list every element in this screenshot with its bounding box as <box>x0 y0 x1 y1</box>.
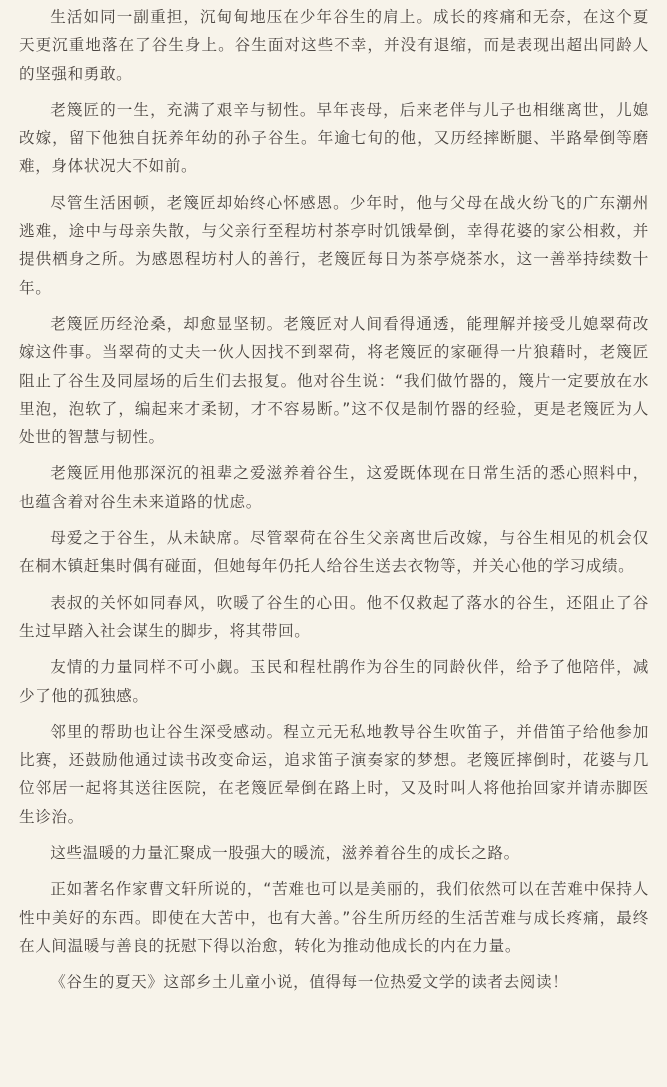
paragraph-11: 正如著名作家曹文轩所说的，“苦难也可以是美丽的，我们依然可以在苦难中保持人性中美好的东西。即使在大苦中，也有大善。”谷生所历经的生活苦难与成长疼痛，最终在人间温暖与善良的抚慰下得以治愈，转化为推动他成长的内在力量。 <box>19 880 649 955</box>
paragraph-2: 老篾匠的一生，充满了艰辛与韧性。早年丧母，后来老伴与儿子也相继离世，儿媳改嫁，留下他独自抚养年幼的孙子谷生。年逾七旬的他，又历经摔断腿、半路晕倒等磨难，身体状况大不如前。 <box>19 100 649 176</box>
paragraph-9: 邻里的帮助也让谷生深受感动。程立元无私地教导谷生吹笛子，并借笛子给他参加比赛，还鼓励他通过读书改变命运，追求笛子演奏家的梦想。老篾匠摔倒时，花婆与几位邻居一起将其送往医院，在老篾匠晕倒在路上时，又及时叫人将他抬回家并请赤脚医生诊治。 <box>19 722 649 826</box>
paragraph-8: 友情的力量同样不可小觑。玉民和程杜鹃作为谷生的同龄伙伴，给予了他陪伴，减少了他的孤独感。 <box>19 658 649 705</box>
paragraph-6: 母爱之于谷生，从未缺席。尽管翠荷在谷生父亲离世后改嫁，与谷生相见的机会仅在桐木镇赶集时偶有碰面，但她每年仍托人给谷生送去衣物等，并关心他的学习成绩。 <box>19 529 649 576</box>
paragraph-10: 这些温暖的力量汇聚成一股强大的暖流，滋养着谷生的成长之路。 <box>50 844 520 863</box>
paragraph-3: 尽管生活困顿，老篾匠却始终心怀感恩。少年时，他与父母在战火纷飞的广东潮州逃难，途中与母亲失散，与父亲行至程坊村茶亭时饥饿晕倒，幸得花婆的家公相救，并提供栖身之所。为感恩程坊村人的善行，老篾匠每日为茶亭烧茶水，这一善举持续数十年。 <box>19 193 649 297</box>
paragraph-1: 生活如同一副重担，沉甸甸地压在少年谷生的肩上。成长的疼痛和无奈，在这个夏天更沉重地落在了谷生身上。谷生面对这些不幸，并没有退缩，而是表现出超出同龄人的坚强和勇敢。 <box>19 8 649 83</box>
paragraph-4: 老篾匠历经沧桑，却愈显坚韧。老篾匠对人间看得通透，能理解并接受儿媳翠荷改嫁这件事。当翠荷的丈夫一伙人因找不到翠荷，将老篾匠的家砸得一片狼藉时，老篾匠阻止了谷生及同屋场的后生们去报复。他对谷生说：“我们做竹器的，篾片一定要放在水里泡，泡软了，编起来才柔韧，才不容易断。”这不仅是制竹器的经验，更是老篾匠为人处世的智慧与韧性。 <box>19 314 649 447</box>
paragraph-12: 《谷生的夏天》这部乡土儿童小说，值得每一位热爱文学的读者去阅读！ <box>50 973 569 992</box>
paragraph-7: 表叔的关怀如同春风，吹暖了谷生的心田。他不仅救起了落水的谷生，还阻止了谷生过早踏入社会谋生的脚步，将其带回。 <box>19 593 649 640</box>
paragraph-5: 老篾匠用他那深沉的祖辈之爱滋养着谷生，这爱既体现在日常生活的悉心照料中，也蕴含着对谷生未来道路的忧虑。 <box>19 464 649 511</box>
